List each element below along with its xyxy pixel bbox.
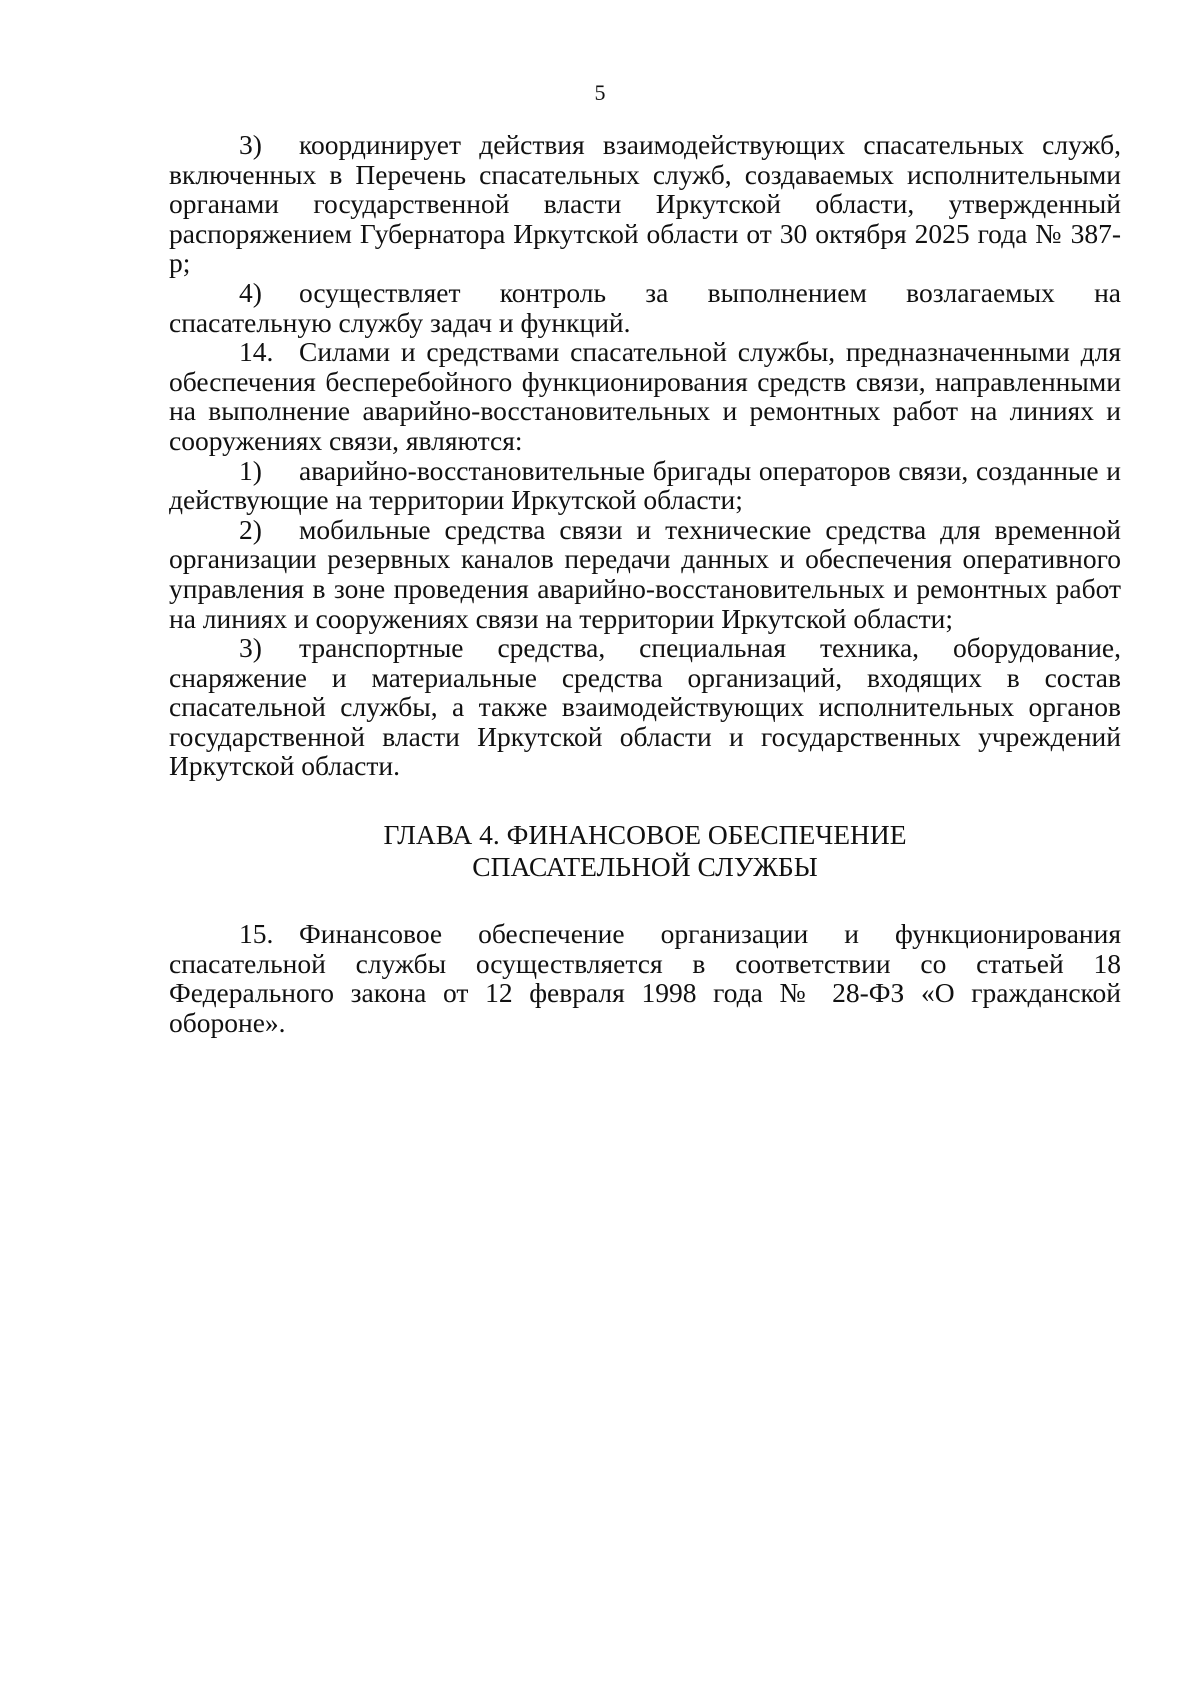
- paragraph-number: 4): [239, 276, 262, 308]
- paragraph-number: 2): [239, 513, 262, 545]
- chapter-heading: [169, 819, 1121, 883]
- paragraph-number: 14.: [239, 336, 274, 368]
- paragraph-item-4-control: [169, 278, 1121, 337]
- paragraph-number: 3): [239, 632, 262, 664]
- paragraph-15-financing: [169, 919, 1121, 1037]
- paragraph-text: Силами и средствами спасательной службы, предназначенными для обеспечения бесперебойного функционирования средств связи, направленными на выполнение аварийно-восстановительных и ремонтных работ на линиях и сооружениях связи, являются:: [169, 336, 1121, 456]
- paragraph-item-3-transport: [169, 633, 1121, 781]
- paragraph-text: мобильные средства связи и технические средства для временной организации резервных каналов передачи данных и обеспечения оперативного управления в зоне проведения аварийно-восстановительных и ремонтных работ на линиях и сооружениях связи на территории Иркутской области;: [169, 513, 1121, 634]
- chapter-heading-line: ГЛАВА 4. ФИНАНСОВОЕ ОБЕСПЕЧЕНИЕ: [383, 819, 907, 851]
- chapter-heading-line: СПАСАТЕЛЬНОЙ СЛУЖБЫ: [472, 851, 818, 883]
- paragraph-item-2-mobile: [169, 515, 1121, 633]
- paragraph-number: 1): [239, 454, 262, 486]
- paragraph-number: 15.: [239, 918, 274, 950]
- paragraph-number: 3): [239, 129, 262, 160]
- paragraph-item-1-brigades: [169, 456, 1121, 515]
- paragraph-text: транспортные средства, специальная техника, оборудование, снаряжение и материальные средства организаций, входящих в состав спасательной службы, а также взаимодействующих исполнительных органов государственной власти Иркутской области и государственных учреждений Иркутской области.: [169, 632, 1121, 782]
- paragraph-text: координирует действия взаимодействующих спасательных служб, включенных в Перечень спасательных служб, создаваемых исполнительными органами государственной власти Иркутской области, утвержденный распоряжением Губернатора Иркутской области от 30 октября 2025 года № 387-р;: [169, 129, 1121, 279]
- document-body: [169, 130, 1121, 1037]
- paragraph-item-3-coordinates: [169, 130, 1121, 278]
- paragraph-14-forces: [169, 337, 1121, 455]
- paragraph-text: аварийно-восстановительные бригады операторов связи, созданные и действующие на территории Иркутской области;: [169, 454, 1121, 516]
- paragraph-text: осуществляет контроль за выполнением возлагаемых на спасательную службу задач и функций.: [169, 276, 1121, 338]
- paragraph-text: Финансовое обеспечение организации и функционирования спасательной службы осуществляется в соответствии со статьей 18 Федерального закона от 12 февраля 1998 года № 28-ФЗ «О гражданской обороне».: [169, 918, 1121, 1038]
- page-number: 5: [594, 80, 606, 105]
